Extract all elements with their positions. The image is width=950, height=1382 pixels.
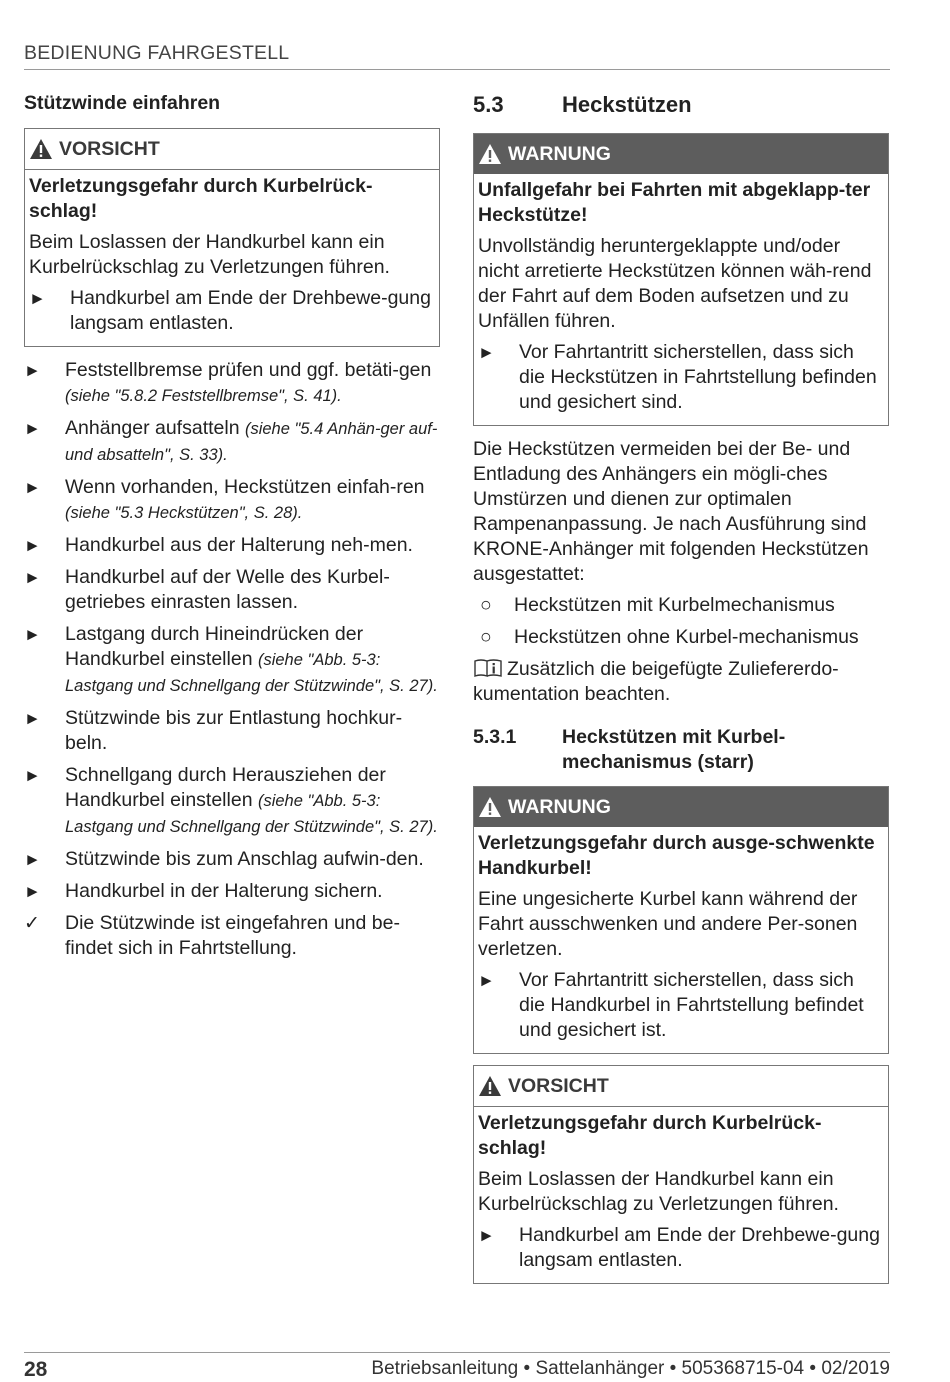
caution-label: VORSICHT bbox=[508, 1074, 609, 1097]
step-marker-icon: ► bbox=[24, 625, 41, 644]
cross-reference-link[interactable]: (siehe "Abb. 5-3: Lastgang und Schnellgang der Stützwinde", S. 27). bbox=[65, 792, 438, 836]
warning-title: Verletzungsgefahr durch ausge-schwenkte Handkurbel! bbox=[478, 832, 875, 879]
step-marker-icon: ► bbox=[24, 850, 41, 869]
caution-box bbox=[24, 128, 440, 347]
step-marker-icon: ► bbox=[24, 419, 41, 438]
book-info-icon bbox=[473, 659, 503, 678]
warning-triangle-icon bbox=[29, 138, 53, 160]
page-number: 28 bbox=[24, 1358, 48, 1381]
caution-text: Beim Loslassen der Handkurbel kann ein Kurbelrückschlag zu Verletzungen führen. bbox=[29, 231, 390, 278]
list-item: ► Wenn vorhanden, Heckstützen einfah-ren (siehe "5.3 Heckstützen", S. 28). bbox=[24, 475, 440, 526]
page-footer bbox=[24, 1352, 890, 1382]
warning-label: WARNUNG bbox=[508, 795, 611, 818]
step-marker-icon: ► bbox=[24, 361, 41, 380]
warning-step: ► Vor Fahrtantritt sicherstellen, dass sich die Handkurbel in Fahrtstellung befindet und gesichert ist. bbox=[478, 969, 864, 1041]
list-item: ► Handkurbel auf der Welle des Kurbel-getriebes einrasten lassen. bbox=[24, 566, 390, 613]
section-number: 5.3 bbox=[473, 92, 504, 117]
caution-text: Beim Loslassen der Handkurbel kann ein Kurbelrückschlag zu Verletzungen führen. bbox=[478, 1168, 839, 1215]
intro-paragraph: Die Heckstützen vermeiden bei der Be- und Entladung des Anhängers ein mögli-ches Umstürzen und dienen zur optimalen Rampenanpassung. Je nach Ausführung sind KRONE-Anhänger mit folgenden Heckstützen ausgestattet: bbox=[473, 438, 869, 585]
list-item: ► Stützwinde bis zur Entlastung hochkur-beln. bbox=[24, 707, 403, 754]
warning-text: Unvollständig heruntergeklappte und/oder nicht arretierte Heckstützen können wäh-rend der Fahrt auf dem Boden aufsetzen und zu Unfällen führen. bbox=[478, 235, 872, 332]
step-marker-icon: ► bbox=[478, 971, 495, 990]
warning-triangle-icon bbox=[478, 1075, 502, 1097]
subsection-title-text: Heckstützen mit Kurbel-mechanismus (starr) bbox=[562, 726, 786, 773]
list-item: ○ Heckstützen ohne Kurbel-mechanismus bbox=[473, 625, 889, 650]
step-marker-icon: ► bbox=[24, 536, 41, 555]
bullet-circle-icon: ○ bbox=[480, 594, 492, 616]
warning-box bbox=[473, 786, 889, 1054]
warning-box bbox=[473, 133, 889, 426]
warning-text: Eine ungesicherte Kurbel kann während der Fahrt ausschwenken und andere Per-sonen verletzen. bbox=[478, 888, 858, 960]
warning-label: WARNUNG bbox=[508, 142, 611, 165]
list-item: ► Feststellbremse prüfen und ggf. betäti-gen (siehe "5.8.2 Feststellbremse", S. 41). bbox=[24, 358, 440, 409]
list-item: ► Stützwinde bis zum Anschlag aufwin-den. bbox=[24, 848, 424, 870]
warning-triangle-icon bbox=[478, 796, 502, 818]
cross-reference-link[interactable]: (siehe "5.8.2 Feststellbremse", S. 41). bbox=[65, 387, 342, 405]
list-item: ► Anhänger aufsatteln (siehe "5.4 Anhän-ger auf- und absatteln", S. 33). bbox=[24, 416, 440, 468]
list-item: ► Handkurbel aus der Halterung neh-men. bbox=[24, 534, 413, 556]
list-item: ► Lastgang durch Hineindrücken der Handkurbel einstellen (siehe "Abb. 5-3: Lastgang und Schnellgang der Stützwinde", S. 27). bbox=[24, 622, 440, 699]
section-heading: Stützwinde einfahren bbox=[24, 92, 221, 114]
info-note: Zusätzlich die beigefügte Zuliefererdo-kumentation beachten. bbox=[473, 658, 839, 705]
caution-title: Verletzungsgefahr durch Kurbelrück-schlag! bbox=[29, 175, 373, 222]
list-item: ○ Heckstützen mit Kurbelmechanismus bbox=[473, 593, 889, 618]
caution-label: VORSICHT bbox=[59, 137, 160, 160]
warning-header bbox=[474, 134, 888, 174]
cross-reference-link[interactable]: (siehe "5.4 Anhän-ger auf- und absatteln", S. 33). bbox=[65, 420, 438, 464]
step-marker-icon: ► bbox=[478, 343, 495, 362]
warning-triangle-icon bbox=[478, 143, 502, 165]
list-item: ► Schnellgang durch Herausziehen der Handkurbel einstellen (siehe "Abb. 5-3: Lastgang und Schnellgang der Stützwinde", S. 27). bbox=[24, 763, 440, 840]
step-marker-icon: ► bbox=[24, 709, 41, 728]
step-marker-icon: ► bbox=[29, 289, 46, 308]
step-marker-icon: ► bbox=[24, 568, 41, 587]
step-marker-icon: ► bbox=[24, 882, 41, 901]
caution-box bbox=[473, 1065, 889, 1284]
page-header: BEDIENUNG FAHRGESTELL bbox=[24, 42, 890, 70]
section-title bbox=[473, 92, 889, 118]
caution-header bbox=[25, 129, 439, 170]
caution-step: ► Handkurbel am Ende der Drehbewe-gung langsam entlasten. bbox=[478, 1224, 880, 1271]
bullet-circle-icon: ○ bbox=[480, 626, 492, 648]
warning-step: ► Vor Fahrtantritt sicherstellen, dass sich die Heckstützen in Fahrtstellung befinden und gesichert sind. bbox=[478, 341, 877, 413]
warning-header bbox=[474, 787, 888, 827]
list-item: ► Handkurbel in der Halterung sichern. bbox=[24, 880, 383, 902]
step-list bbox=[24, 358, 440, 961]
step-marker-icon: ► bbox=[24, 766, 41, 785]
cross-reference-link[interactable]: (siehe "Abb. 5-3: Lastgang und Schnellgang der Stützwinde", S. 27). bbox=[65, 651, 438, 695]
caution-step bbox=[29, 286, 435, 336]
step-marker-icon: ► bbox=[24, 478, 41, 497]
section-title-text: Heckstützen bbox=[562, 92, 692, 117]
right-column bbox=[473, 90, 889, 1295]
result-item: ✓ Die Stützwinde ist eingefahren und be-findet sich in Fahrtstellung. bbox=[24, 912, 400, 959]
caution-step-text: Handkurbel am Ende der Drehbewe-gung langsam entlasten. bbox=[70, 287, 431, 334]
step-marker-icon: ► bbox=[478, 1226, 495, 1245]
document-info: Betriebsanleitung • Sattelanhänger • 505368715-04 • 02/2019 bbox=[371, 1358, 890, 1379]
caution-title: Verletzungsgefahr durch Kurbelrück-schlag! bbox=[478, 1112, 822, 1159]
subsection-number: 5.3.1 bbox=[473, 726, 517, 748]
warning-title: Unfallgefahr bei Fahrten mit abgeklapp-ter Heckstütze! bbox=[478, 179, 871, 226]
cross-reference-link[interactable]: (siehe "5.3 Heckstützen", S. 28). bbox=[65, 504, 303, 522]
caution-header bbox=[474, 1066, 888, 1107]
check-mark-icon: ✓ bbox=[24, 913, 40, 934]
left-column bbox=[24, 90, 440, 968]
subsection-title bbox=[473, 725, 889, 775]
